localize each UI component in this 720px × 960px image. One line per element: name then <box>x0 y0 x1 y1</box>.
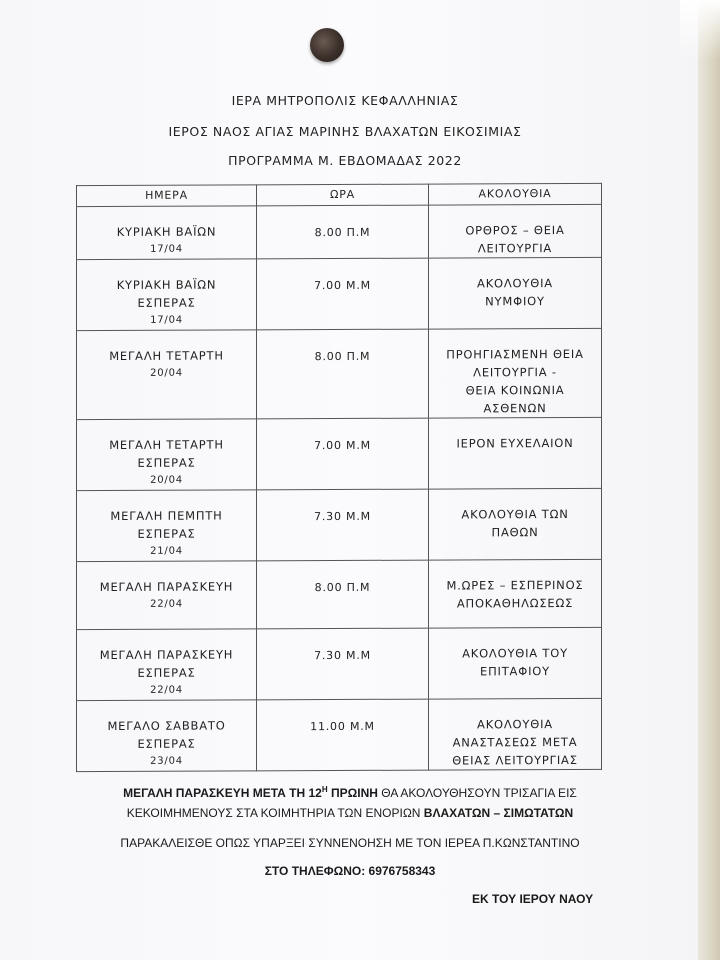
day-date: 22/04 <box>150 598 183 610</box>
service-time: 8.00 Π.Μ <box>314 225 371 240</box>
header-church: ΙΕΡΟΣ ΝΑΟΣ ΑΓΙΑΣ ΜΑΡΙΝΗΣ ΒΛΑΧΑΤΩΝ ΕΙΚΟΣΙΜΙΑΣ <box>168 124 522 139</box>
day-name: ΜΕΓΑΛΗ ΤΕΤΑΡΤΗ <box>109 348 224 364</box>
cell-service <box>429 257 602 329</box>
day-name: ΕΣΠΕΡΑΣ <box>137 736 196 751</box>
day-date: 20/04 <box>150 474 183 486</box>
column-header-time: ΩΡΑ <box>257 184 429 206</box>
cell-day <box>77 490 257 562</box>
cell-time <box>257 205 429 259</box>
service-name: ΕΠΙΤΑΦΙΟΥ <box>480 664 550 679</box>
service-time: 11.00 Μ.Μ <box>310 719 375 734</box>
table-row <box>77 698 602 771</box>
day-name: ΚΥΡΙΑΚΗ ΒΑΪΩΝ <box>116 224 217 239</box>
service-name: Μ.ΩΡΕΣ – ΕΣΠΕΡΙΝΟΣ <box>446 577 584 593</box>
footer-phone: ΣΤΟ ΤΗΛΕΦΩΝΟ: 6976758343 <box>264 864 436 878</box>
day-date: 20/04 <box>150 367 183 379</box>
table-row <box>77 488 602 561</box>
background-highlight <box>680 0 720 60</box>
day-date: 23/04 <box>150 755 183 767</box>
cell-day <box>77 330 257 420</box>
footer-signature: ΕΚ ΤΟΥ ΙΕΡΟΥ ΝΑΟΥ <box>472 892 594 906</box>
service-name: ΑΠΟΚΑΘΗΛΩΣΕΩΣ <box>456 595 574 611</box>
table-row <box>77 257 602 330</box>
cell-time <box>257 628 429 700</box>
day-name: ΕΣΠΕΡΑΣ <box>137 526 196 541</box>
service-time: 7.30 Μ.Μ <box>314 509 371 524</box>
footer-contact-request: ΠΑΡΑΚΑΛΕΙΣΘΕ ΟΠΩΣ ΥΠΑΡΞΕΙ ΣΥΝΝΕΝΟΗΣΗ ΜΕ ΤΟΝ ΙΕΡΕΑ Π.ΚΩΝΣΤΑΝΤΙΝΟ <box>120 836 580 850</box>
footer-note-line2-bold: ΒΛΑΧΑΤΩΝ – ΣΙΜΩΤΑΤΩΝ <box>423 806 574 820</box>
service-name: ΑΚΟΛΟΥΘΙΑ <box>477 717 553 732</box>
cell-time <box>257 699 429 771</box>
cell-time <box>257 489 429 561</box>
day-date: 17/04 <box>150 243 183 255</box>
cell-time <box>257 329 429 419</box>
table-row <box>77 328 602 419</box>
cell-service <box>429 698 602 770</box>
service-name: ΟΡΘΡΟΣ – ΘΕΙΑ <box>465 223 565 238</box>
header-metropolis: ΙΕΡΑ ΜΗΤΡΟΠΟΛΙΣ ΚΕΦΑΛΛΗΝΙΑΣ <box>231 93 459 108</box>
service-name: ΛΕΙΤΟΥΡΓΙΑ - <box>473 365 557 380</box>
footer-note-line1 <box>0 785 700 800</box>
paper-edge-background <box>698 0 720 960</box>
day-name: ΕΣΠΕΡΑΣ <box>137 665 196 680</box>
service-name: ΑΚΟΛΟΥΘΙΑ ΤΟΥ <box>462 646 568 661</box>
day-name: ΚΥΡΙΑΚΗ ΒΑΪΩΝ <box>116 277 217 292</box>
table-row <box>77 559 602 629</box>
service-time: 7.00 Μ.Μ <box>314 278 371 293</box>
cell-time <box>257 258 429 330</box>
service-time: 8.00 Π.Μ <box>314 349 371 364</box>
cell-service <box>429 559 602 628</box>
service-name: ΑΣΘΕΝΩΝ <box>483 401 547 416</box>
service-name: ΙΕΡΟΝ ΕΥΧΕΛΑΙΟΝ <box>456 435 574 451</box>
service-name: ΑΚΟΛΟΥΘΙΑ <box>477 276 553 291</box>
cell-time <box>257 418 429 490</box>
schedule-table <box>76 183 602 772</box>
table-row <box>77 204 602 259</box>
cell-day <box>77 259 257 331</box>
cell-service <box>429 627 602 699</box>
table-header-row <box>77 183 602 206</box>
cell-service <box>429 328 602 418</box>
service-name: ΘΕΙΑΣ ΛΕΙΤΟΥΡΓΙΑΣ <box>452 752 578 768</box>
table-row <box>77 417 602 490</box>
cell-day <box>77 700 257 772</box>
cell-day <box>77 561 257 630</box>
service-name: ΛΕΙΤΟΥΡΓΙΑ <box>477 241 553 256</box>
service-name: ΘΕΙΑ ΚΟΙΝΩΝΙΑ <box>465 383 565 398</box>
service-name: ΑΚΟΛΟΥΘΙΑ ΤΩΝ <box>461 506 569 522</box>
cell-day <box>77 419 257 491</box>
service-name: ΝΥΜΦΙΟΥ <box>485 294 545 309</box>
service-time: 7.00 Μ.Μ <box>314 438 371 453</box>
column-header-day: ΗΜΕΡΑ <box>77 185 257 207</box>
cell-day <box>77 629 257 701</box>
footer-note-line1-bold-mid: ΠΡΩΙΝΗ <box>327 786 378 800</box>
footer-note-line1-bold: ΜΕΓΑΛΗ ΠΑΡΑΣΚΕΥΗ ΜΕΤΑ ΤΗ 12 <box>123 786 322 800</box>
cell-service <box>429 417 602 489</box>
cell-day <box>77 206 257 260</box>
day-name: ΕΣΠΕΡΑΣ <box>137 295 196 310</box>
service-name: ΠΑΘΩΝ <box>491 525 539 540</box>
service-time: 8.00 Π.Μ <box>314 580 371 595</box>
table-row <box>77 627 602 700</box>
day-name: ΜΕΓΑΛΗ ΠΕΜΠΤΗ <box>110 508 223 523</box>
service-time: 7.30 Μ.Μ <box>314 648 371 663</box>
footer-note-line2-text: ΚΕΚΟΙΜΗΜΕΝΟΥΣ ΣΤΑ ΚΟΙΜΗΤΗΡΙΑ ΤΩΝ ΕΝΟΡΙΩΝ <box>126 806 424 820</box>
footer-note-line1-sup: Η <box>321 785 328 794</box>
day-name: ΕΣΠΕΡΑΣ <box>137 455 196 470</box>
cell-service <box>429 204 602 258</box>
service-name: ΑΝΑΣΤΑΣΕΩΣ ΜΕΤΑ <box>452 734 578 750</box>
service-name: ΠΡΟΗΓΙΑΣΜΕΝΗ ΘΕΙΑ <box>446 346 584 362</box>
day-date: 21/04 <box>150 545 183 557</box>
day-name: ΜΕΓΑΛΗ ΠΑΡΑΣΚΕΥΗ <box>99 647 234 663</box>
footer-note-line1-rest: ΘΑ ΑΚΟΛΟΥΘΗΣΟΥΝ ΤΡΙΣΑΓΙΑ ΕΙΣ <box>377 786 577 800</box>
header-program-title: ΠΡΟΓΡΑΜΜΑ Μ. ΕΒΔΟΜΑΔΑΣ 2022 <box>228 153 462 168</box>
day-name: ΜΕΓΑΛΟ ΣΑΒΒΑΤΟ <box>107 718 226 734</box>
day-name: ΜΕΓΑΛΗ ΤΕΤΑΡΤΗ <box>109 437 224 453</box>
cell-service <box>429 488 602 560</box>
day-date: 22/04 <box>150 684 183 696</box>
day-date: 17/04 <box>150 314 183 326</box>
column-header-service: ΑΚΟΛΟΥΘΙΑ <box>429 183 602 205</box>
day-name: ΜΕΓΑΛΗ ΠΑΡΑΣΚΕΥΗ <box>99 579 234 595</box>
footer-note-line2 <box>0 806 700 820</box>
cell-time <box>257 560 429 629</box>
pushpin <box>310 28 344 62</box>
